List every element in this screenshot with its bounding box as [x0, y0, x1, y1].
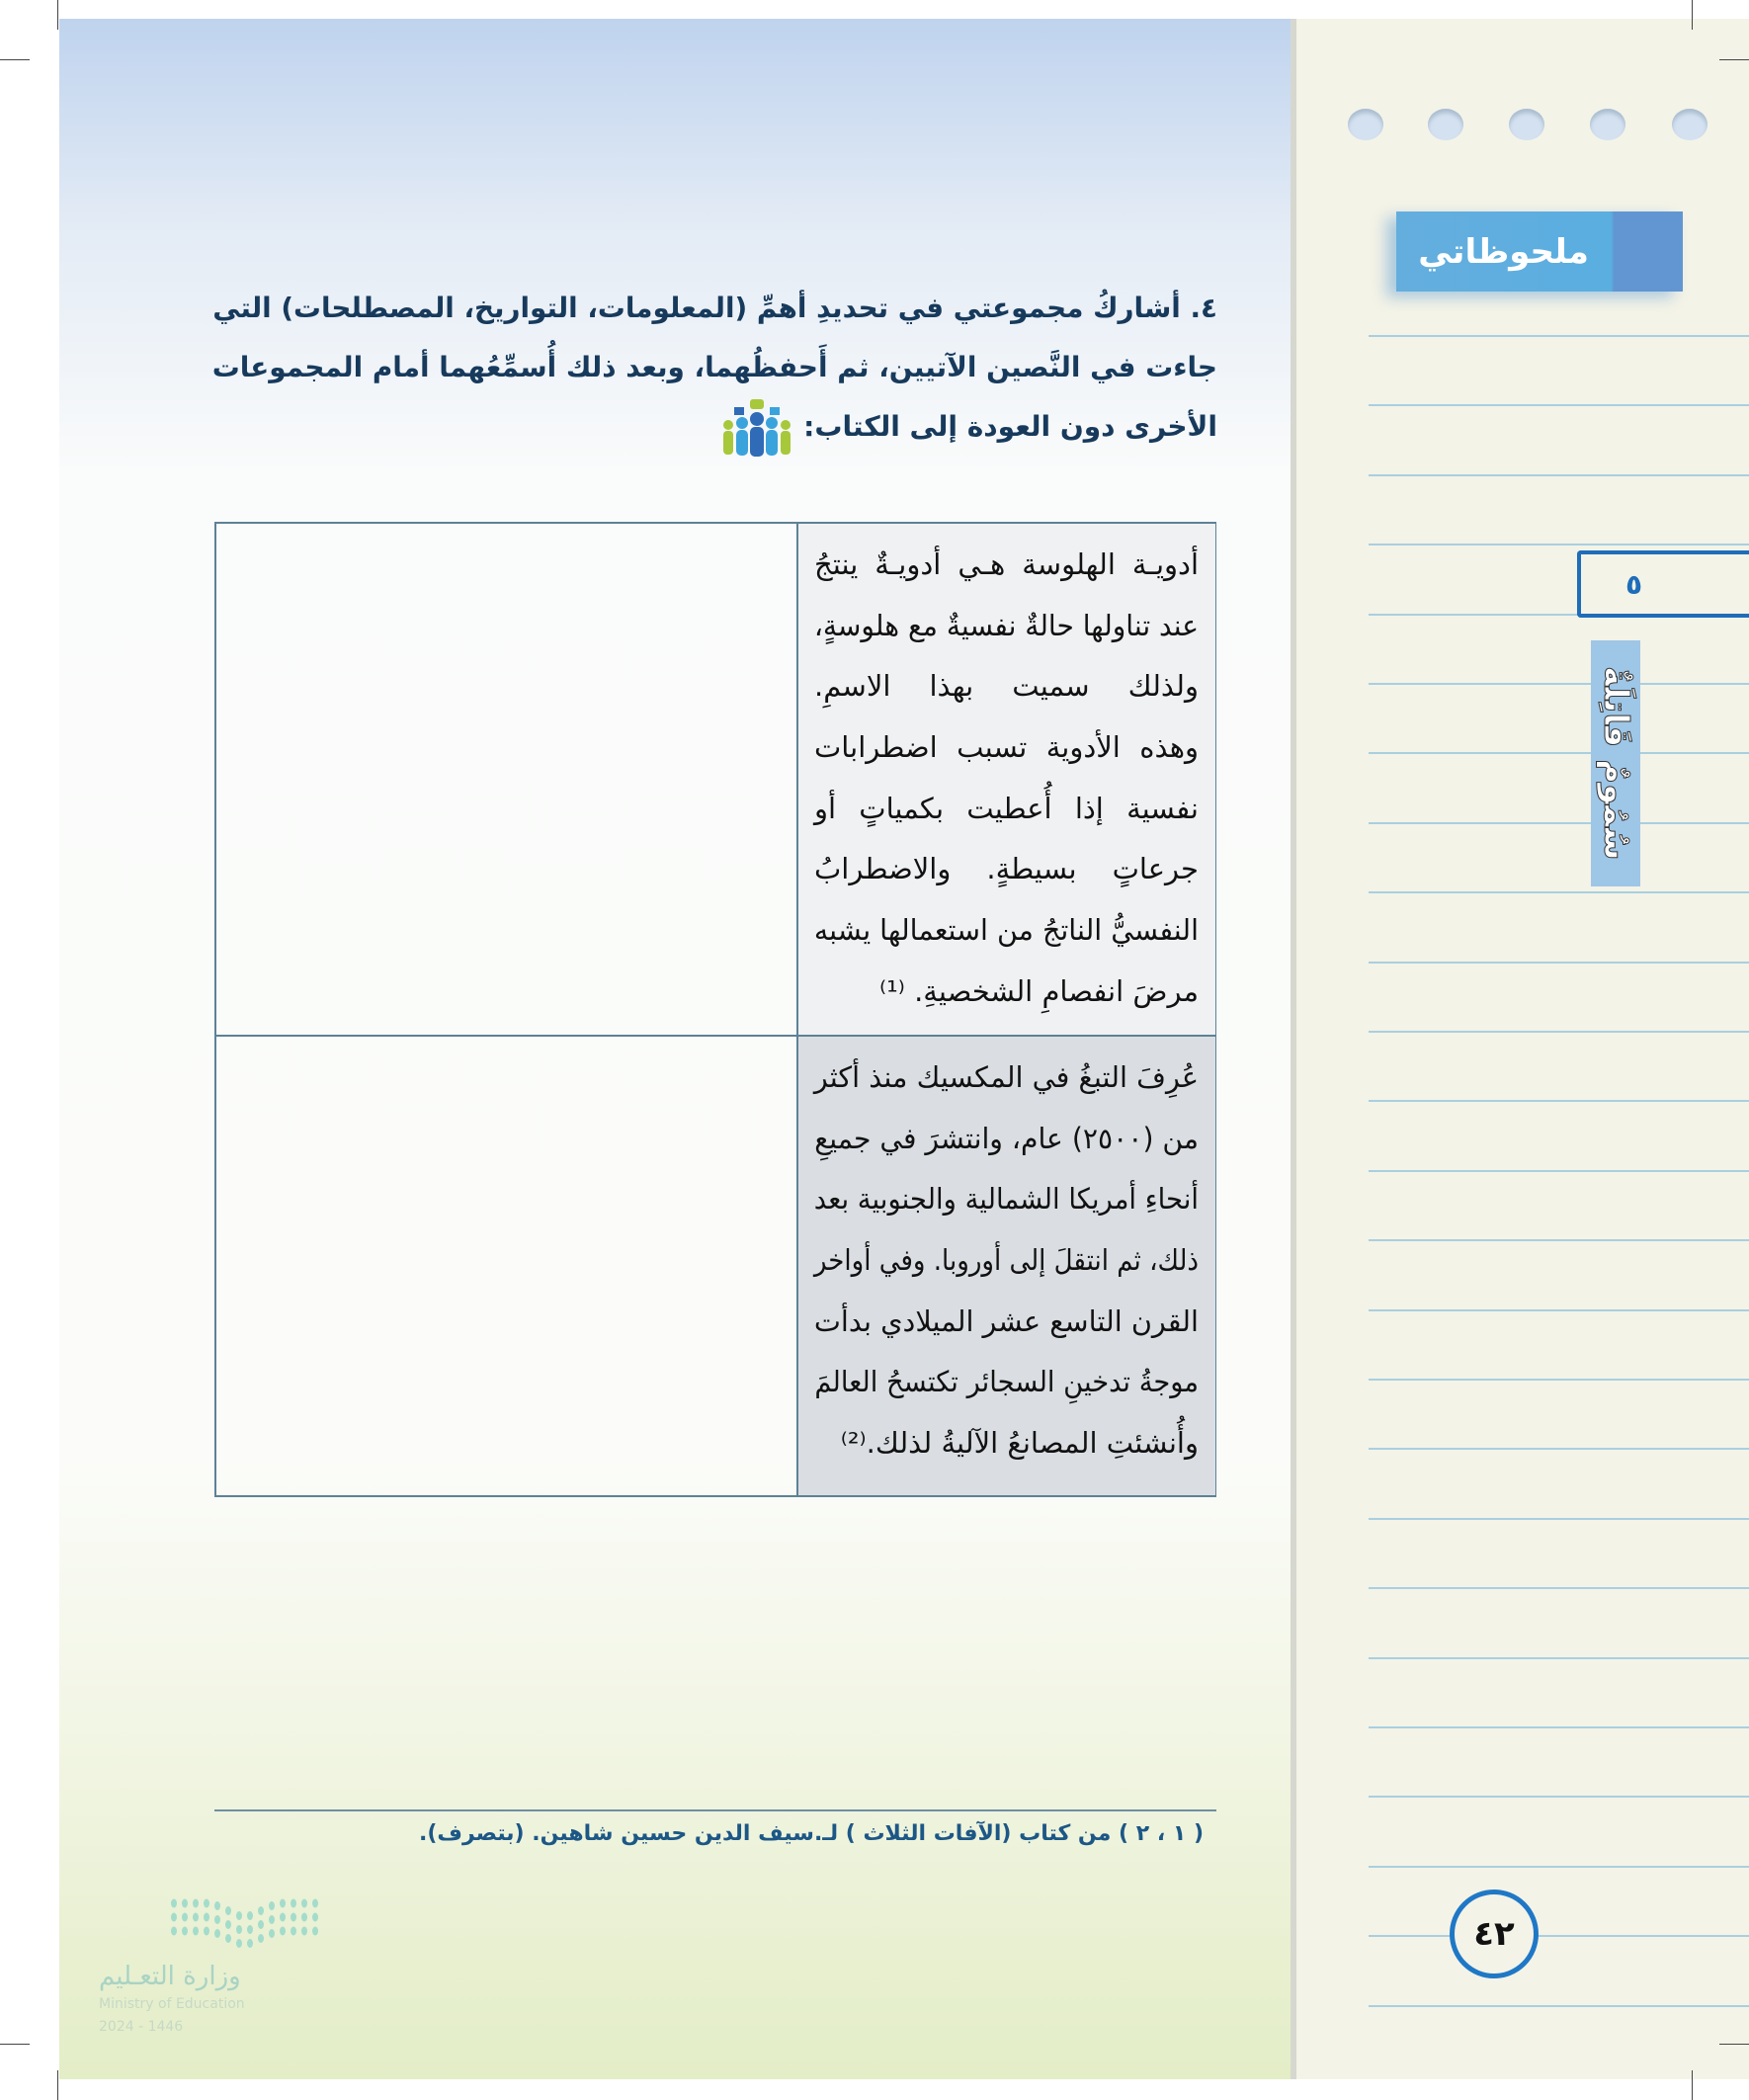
binder-hole-icon — [1509, 109, 1544, 140]
logo-dot — [204, 1899, 209, 1908]
notebook-line — [1369, 1935, 1749, 1937]
notebook-line — [1369, 1657, 1749, 1659]
notebook-line — [1369, 1031, 1749, 1033]
group-discussion-icon — [720, 399, 793, 457]
logo-arabic: وزارة التعـليم — [99, 1962, 241, 1991]
logo-dot — [193, 1927, 199, 1936]
logo-dot — [236, 1939, 242, 1948]
notebook-line — [1369, 1448, 1749, 1450]
logo-dot — [280, 1899, 286, 1908]
notebook-line — [1369, 1309, 1749, 1311]
logo-dot — [214, 1929, 220, 1938]
logo-dot — [312, 1913, 318, 1922]
crop-mark — [0, 59, 30, 60]
text-line: من (٢٥٠٠) عام، وانتشرَ في جميعِ — [814, 1121, 1199, 1155]
logo-dot — [182, 1913, 188, 1922]
logo-dot — [171, 1913, 177, 1922]
binder-hole-icon — [1590, 109, 1625, 140]
unit-title-label — [1591, 640, 1640, 886]
text-2 — [796, 1048, 1216, 1474]
question-line: جاءت في النَّصين الآتيين، ثم أَحفظُهما، وبعد ذلك أُسمِّعُهما أمام المجموعات — [211, 351, 1217, 383]
notebook-line — [1369, 1587, 1749, 1589]
text-line: أنحاءِ أمريكا الشمالية والجنوبية بعد — [813, 1182, 1199, 1217]
question-line: ٤. أشاركُ مجموعتي في تحديدِ أهمِّ (المعلومات، التواريخ، المصطلحات) التي — [212, 292, 1217, 324]
logo-dot — [312, 1927, 318, 1936]
page-number — [1450, 1890, 1539, 1978]
text-line: ولذلك سميت بهذا الاسمِ. — [814, 669, 1199, 704]
notebook-line — [1369, 1796, 1749, 1798]
crop-mark — [57, 0, 58, 30]
logo-dot — [301, 1913, 307, 1922]
logo-dot — [214, 1901, 220, 1910]
logo-year: 2024 - 1446 — [99, 2019, 184, 2035]
notebook-line — [1369, 404, 1749, 406]
text-line: ذلك، ثم انتقلَ إلى أوروبا. وفي أواخر — [813, 1243, 1199, 1278]
crop-mark — [1719, 2044, 1749, 2045]
notebook-line — [1369, 1100, 1749, 1102]
notes-cell-2[interactable] — [216, 1037, 796, 1495]
logo-dot — [291, 1913, 296, 1922]
notebook-line — [1369, 1518, 1749, 1520]
notebook-line — [1369, 1239, 1749, 1241]
crop-mark — [1692, 0, 1693, 30]
notebook-line — [1369, 683, 1749, 685]
logo-dot — [301, 1927, 307, 1936]
logo-dot — [280, 1927, 286, 1936]
text-line: جرعاتٍ بسيطةٍ. والاضطرابُ — [814, 852, 1199, 886]
notebook-line — [1369, 962, 1749, 964]
logo-dot — [225, 1934, 231, 1943]
text-1 — [796, 535, 1216, 1023]
text-line: النفسيُّ الناتجُ من استعمالها يشبه — [813, 913, 1199, 948]
binder-hole-icon — [1672, 109, 1707, 140]
question-line-last — [212, 397, 1217, 457]
unit-title: سُمُومٌ قَاتِلَةٌ — [1596, 666, 1635, 861]
binder-hole-icon — [1428, 109, 1463, 140]
notes-title: ملحوظاتي — [1418, 231, 1589, 272]
logo-english: Ministry of Education — [99, 1996, 245, 2012]
crop-mark — [1692, 2070, 1693, 2100]
footnote: ( ١ ، ٢ ) من كتاب (الآفات الثلاث ) لـ.سيف الدين حسين شاهين. (بتصرف). — [418, 1821, 1204, 1846]
notebook-line — [1369, 544, 1749, 546]
footnote-divider — [214, 1809, 1216, 1811]
logo-dot — [312, 1899, 318, 1908]
logo-dot — [258, 1920, 264, 1929]
logo-dot — [291, 1899, 296, 1908]
notebook-line — [1369, 1726, 1749, 1728]
ministry-logo-icon — [168, 1895, 326, 1951]
text-line: مرضَ انفصامِ الشخصيةِ. ⁽¹⁾ — [878, 973, 1199, 1008]
logo-dot — [236, 1911, 242, 1920]
crop-mark — [0, 2044, 30, 2045]
logo-dot — [247, 1925, 253, 1934]
text-line: وهذه الأدوية تسبب اضطرابات — [814, 730, 1199, 765]
notebook-line — [1369, 335, 1749, 337]
logo-dot — [301, 1899, 307, 1908]
logo-dot — [269, 1901, 275, 1910]
logo-dot — [182, 1899, 188, 1908]
logo-dot — [225, 1906, 231, 1915]
logo-dot — [280, 1913, 286, 1922]
logo-dot — [193, 1913, 199, 1922]
unit-number: ٥ — [1625, 567, 1643, 601]
logo-dot — [247, 1911, 253, 1920]
text-line: أدويـة الهلوسة هـي أدويـةٌ ينتجُ — [814, 547, 1199, 581]
logo-dot — [258, 1906, 264, 1915]
notebook-line — [1369, 752, 1749, 754]
logo-dot — [171, 1899, 177, 1908]
notebook-line — [1369, 2005, 1749, 2007]
logo-dot — [171, 1927, 177, 1936]
notes-sidebar — [1291, 19, 1749, 2079]
logo-dot — [204, 1913, 209, 1922]
crop-mark — [57, 2070, 58, 2100]
notes-title-tab — [1396, 211, 1683, 292]
notebook-line — [1369, 1866, 1749, 1868]
text-line: عُرِفَ التبغُ في المكسيك منذ أكثر — [813, 1060, 1199, 1094]
logo-dot — [291, 1927, 296, 1936]
notebook-line — [1369, 1379, 1749, 1381]
question-4 — [212, 279, 1217, 457]
logo-dot — [258, 1934, 264, 1943]
logo-dot — [247, 1939, 253, 1948]
crop-mark — [1719, 59, 1749, 60]
logo-dot — [225, 1920, 231, 1929]
text-line: القرن التاسع عشر الميلادي بدأت — [813, 1303, 1199, 1338]
question-line-text: الأخرى دون العودة إلى الكتاب: — [803, 410, 1217, 443]
binder-hole-icon — [1348, 109, 1383, 140]
notebook-line — [1369, 822, 1749, 824]
notes-cell-1[interactable] — [216, 524, 796, 1035]
unit-number-box — [1577, 550, 1749, 618]
logo-dot — [182, 1927, 188, 1936]
text-line: وأُنشئتِ المصانعُ الآليةُ لذلك.⁽²⁾ — [840, 1426, 1199, 1461]
logo-dot — [269, 1915, 275, 1924]
logo-dot — [214, 1915, 220, 1924]
notebook-line — [1369, 474, 1749, 476]
logo-dot — [236, 1925, 242, 1934]
text-line: عند تناولها حالةٌ نفسيةٌ مع هلوسةٍ، — [813, 608, 1199, 642]
page-number-text: ٤٢ — [1473, 1914, 1515, 1954]
text-line: موجةُ تدخينِ السجائر تكتسحُ العالمَ — [814, 1365, 1199, 1399]
logo-dot — [204, 1927, 209, 1936]
logo-dot — [269, 1929, 275, 1938]
logo-dot — [193, 1899, 199, 1908]
text-line: نفسية إذا أُعطيت بكمياتٍ أو — [814, 791, 1199, 825]
notebook-line — [1369, 1170, 1749, 1172]
notebook-line — [1369, 891, 1749, 893]
